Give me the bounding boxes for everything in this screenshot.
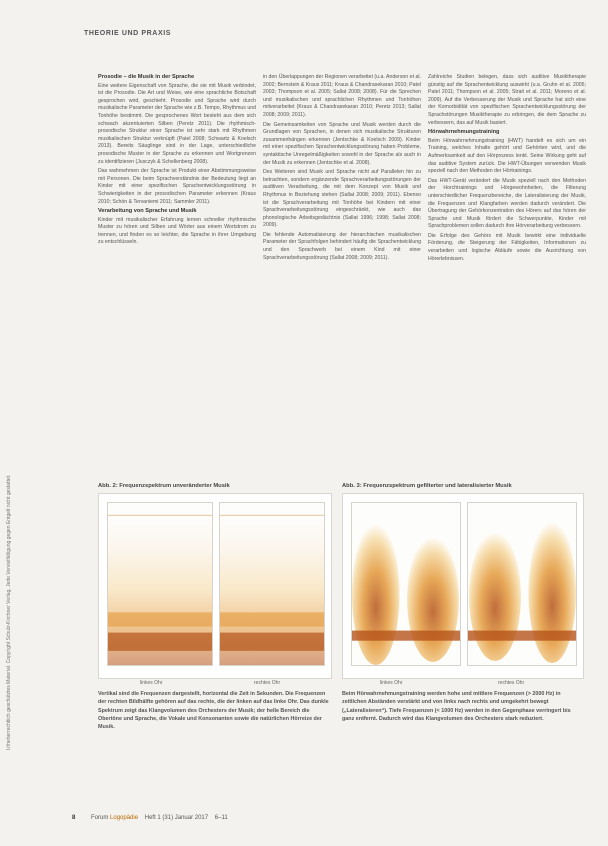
figure-2 xyxy=(98,493,332,679)
paragraph: Die fehlende Automatisierung der hierarchischen musikalischen Parameter der Sprachfolgen behindert häufig die Sprachentwicklung und den Sprachwerb bei einem Kind mit einer Sprachverarbeitungsstörung (Sallat 2008; 2009; 2011). xyxy=(263,231,421,261)
paragraph: Zahlreiche Studien belegen, dass sich auditive Musiktherapie günstig auf die Sprachentwicklung auswirkt (u.a. Gruhn et al. 2005; Patel 2011; Thompson et al. 2005; Strait et al. 2011; Moreno et al. 2009). Auf die Verbesserung der Musik und Sprache hat sich eine der Komorbidität von spezifischen Sprachentwicklungsstörung der Sprachstörungen Musiktherapie zu erbringen, die dem Sprache zu verbessern, das auf Musik basiert. xyxy=(428,74,586,126)
panel-label: linkes Ohr xyxy=(380,680,403,686)
heading: Verarbeitung von Sprache und Musik xyxy=(98,208,197,215)
spectrum-graphic xyxy=(352,503,460,665)
spectrum-graphic xyxy=(220,503,324,665)
heading: Prosodie – die Musik in der Sprache xyxy=(98,74,195,80)
spectrogram-left xyxy=(107,502,213,666)
page-range: 6–11 xyxy=(214,815,228,821)
paragraph: Eine weitere Eigenschaft von Sprache, die sie mit Musik verbindet, ist die Prosodie. Die Art und Weise, wie eine sprachliche Botschaft gesprochen wird, geschieht. Prosodie und Sprache wird durch musikalische Parameter der Sprache wie z.B. Tempo, Rhythmus und Tonhöhe bestimmt. Die gesprochenes Wort besteht aus dem sich schwach akzentuierten Silben (Peretz 2011). Die rhythmisch-prosodische Struktur einer Sprache ist sehr stark mit Rhythmen musikalischen Struktur verknüpft (Patel 2008; Schwartz & Koelsch 2013). Bereits Säuglinge sind in der Lage, unterschiedliche prosodische Muster in der Sprache zu erkennen und Wortgrenzen zu identifizieren (Jusczyk & Schellenberg 2008). xyxy=(98,82,256,165)
text-column-1 xyxy=(98,74,256,249)
heading: Hörwahrnehmungstraining xyxy=(428,129,500,136)
paragraph: Die Erfolge des Gehörs mit Musik bewirkt eine individuelle Förderung, die Steigerung der Fähigkeiten, Informationen zu verarbeiten und logische Abläufe sowie die Ausrichtung von Hörerlebnissen. xyxy=(428,232,586,262)
figure-3 xyxy=(342,493,584,679)
journal-prefix: Forum xyxy=(91,815,109,821)
issue: Heft 1 (31) Januar 2017 xyxy=(144,815,209,821)
figure-2-caption: Vertikal sind die Frequenzen dargestellt, horizontal die Zeit in Sekunden. Die Frequenzen der rechten Bildhälfte gehören auf das rechte, die der linken auf das linke Ohr. Das dunkle Spektrum zeigt das Klangvolumen des Orchesters der Musik; der helle Bereich die Obertöne und Sprache, die Vokale und Konsonanten sowie die natürlichen Hörreize der Musik. xyxy=(98,691,329,731)
spectrogram-right xyxy=(467,502,577,666)
copyright-text: Urheberrechtlich geschütztes Material. Copyright Schulz-Kirchner Verlag. Jede Vervielfältigung gegen Entgelt nicht gestattet. xyxy=(6,474,12,750)
page-number: 8 xyxy=(72,815,76,821)
panel-label: linkes Ohr xyxy=(140,680,163,686)
section-header: THEORIE UND PRAXIS xyxy=(84,30,172,37)
journal-name: Logopädie xyxy=(110,815,139,821)
text-column-2 xyxy=(263,74,421,264)
copyright-sidebar xyxy=(6,60,16,760)
spectrum-graphic xyxy=(468,503,576,665)
spectrum-graphic xyxy=(108,503,212,665)
figure-2-title: Abb. 2: Frequenzspektrum unveränderter Musik xyxy=(98,483,230,489)
paragraph: in den Überlappungen der Regionen verarbeitet (u.a. Anderson et al. 2002; Bernstein & Kraus 2011; Kraus & Chandrasekaran 2010; Patel 2003; Thompson et al. 2005; Sallat 2008; 2008). Für die Sprechen und musikalischen und sprachlichen Rhythmen und Tonhöhen mitverarbeitet (Kraus & Chandrasekaran 2010; Peretz 2013; Sallat 2008; 2009; 2011). xyxy=(263,74,421,118)
paragraph: Kinder mit musikalischer Erfahrung lernen schneller rhythmische Muster zu hören und Silben und Wörter aus einem Wortstrom zu trennen, und finden es so leichter, die Sprache in ihrer Umgebung zu entschlüsseln. xyxy=(98,216,256,246)
figure-3-caption: Beim Hörwahrnehmungstraining werden hohe und mittlere Frequenzen (> 2000 Hz) in zeitlichen Abständen verstärkt und von links nach rechts und umgekehrt bewegt („Lateralisieren“). Tiefe Frequenzen (< 1000 Hz) werden in den Gegenphase verringert bis ganz entfernt. Dadurch wird das Klangvolumen des Orchesters stark reduziert. xyxy=(342,691,571,722)
paragraph: Das wahrnehmen der Sprache ist Produkt einer Abstimmungsweise mit Personen. Die beim Sprachverständnis der Bedeutung liegt an Kinder mit einer spezifischen Sprachentwicklungsstörung in Schwierigkeiten in der prosodischen Parameter erkennen (Kraus 2010; Schön & Tervaniemi 2011; Sammler 2011). xyxy=(98,168,256,205)
panel-label: rechtes Ohr xyxy=(498,680,525,686)
figure-3-title: Abb. 3: Frequenzspektrum gefilterter und lateralisierter Musik xyxy=(342,483,512,489)
paragraph: Beim Hörwahrnehmungstraining (HWT) handelt es sich um ein Training, welches Inhalte gehört und Gehörten wird, und die Aufmerksamkeit auf den Hörprozess lenkt. Seine Wirkung geht auf das auditive System zurück. Die HWT-Übungen verwenden Musik speziell nach den Methoden der Hörtrainings. xyxy=(428,137,586,175)
spectrogram-left xyxy=(351,502,461,666)
panel-label: rechtes Ohr xyxy=(254,680,281,686)
paragraph: Die Gemeinsamkeiten von Sprache und Musik werden durch die Grundlagen von Sprachen, in denen sich musikalische Strukturen zusammenhängen erkennen (Jentschke & Koelsch 2009). Kinder mit einer spezifischen Sprachentwicklungsstörung haben Probleme, syntaktische Unregelmäßigkeiten sowohl in der Sprache als auch in der Musik zu erkennen (Jentschke et al. 2008). xyxy=(263,121,421,166)
spectrogram-right xyxy=(219,502,325,666)
paragraph: Das HWT-Gerät verändert die Musik speziell nach den Methoden der Horchtrainings und Hörgewohnheiten, die Filterung unterschiedlicher Frequenzbereiche, die Lateralisierung der Musik, die Frequenzen und Klangfarben werden dadurch verändert. Die Übertragung der Gehörkonzentration des Hörers auf das hören der Sprache und Musik fördert die Schwerpunkte, Kinder mit Sprachproblemen sollen dadurch ihre Hörverarbeitung verbessern. xyxy=(428,177,586,230)
footer xyxy=(72,815,228,821)
text-column-3 xyxy=(428,74,586,265)
paragraph: Des Weiteren sind Musik und Sprache nicht auf Parallelen hin zu betrachten, sondern ergänzende Sprachverarbeitungsstörungen der auditiven Verarbeitung, die mit dem Konzept von Musik und Rhythmus in Beziehung stehen (Sallat 2008; 2009; 2011). Ebenso ist die Sprachverarbeitung mit Tonhöhe bei Kindern mit einer Sprachverarbeitungsstörung eingeschränkt, wie auch das phonologische Arbeitsgedächtnis (Sallat 1996; 1998; Sallat 2008; 2009). xyxy=(263,169,421,229)
